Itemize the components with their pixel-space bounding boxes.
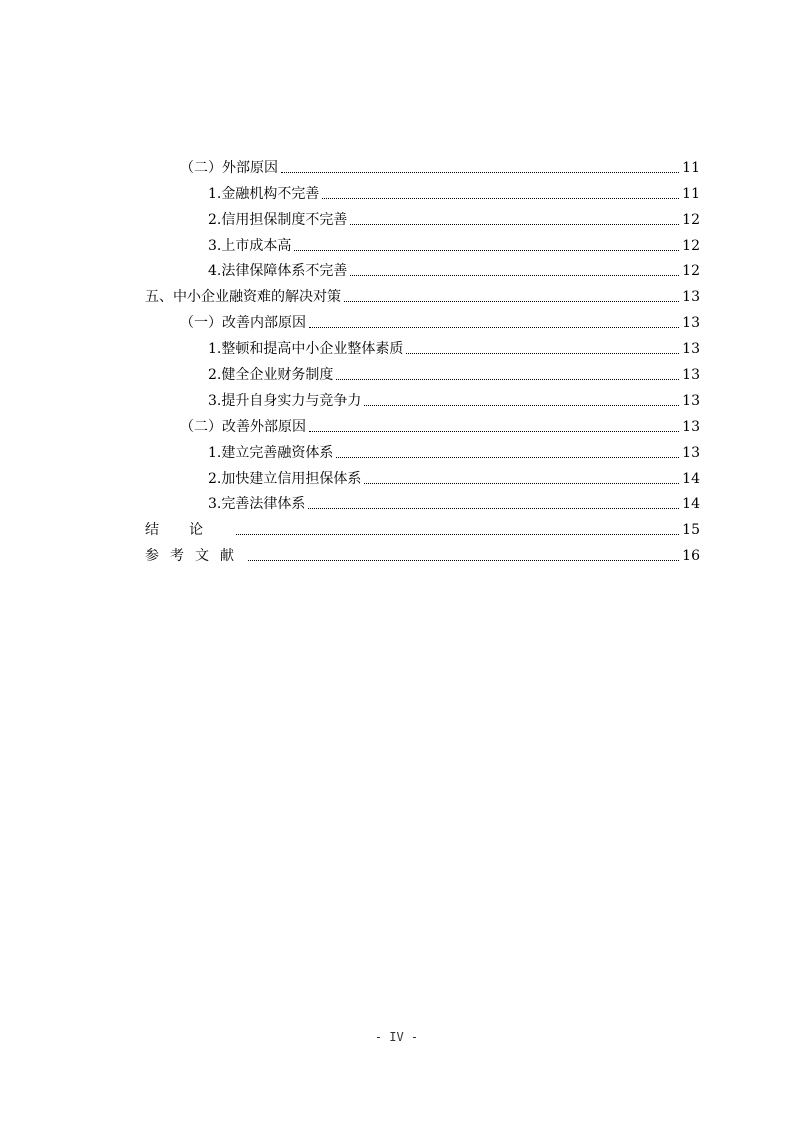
- toc-dot-leader: [344, 301, 679, 302]
- toc-entry[interactable]: [145, 359, 700, 385]
- toc-entry[interactable]: [145, 256, 700, 282]
- toc-entry-page: 12: [682, 211, 700, 228]
- toc-entry-title: 结论: [145, 522, 233, 539]
- toc-entry[interactable]: [145, 307, 700, 333]
- toc-dot-leader: [322, 198, 679, 199]
- toc-entry-page: 12: [682, 237, 700, 254]
- toc-entry-page: 13: [682, 367, 700, 384]
- table-of-contents: [145, 152, 700, 566]
- toc-entry-page: 13: [682, 418, 700, 435]
- toc-entry-page: 12: [682, 263, 700, 280]
- toc-entry-title: 3.完善法律体系: [208, 496, 306, 513]
- toc-entry-page: 11: [682, 159, 700, 176]
- toc-entry[interactable]: [145, 281, 700, 307]
- toc-entry-title: 3.上市成本高: [208, 237, 292, 254]
- toc-entry-title: 2.信用担保制度不完善: [208, 211, 348, 228]
- toc-entry[interactable]: [145, 333, 700, 359]
- toc-entry-page: 16: [682, 548, 700, 565]
- toc-dot-leader: [406, 353, 679, 354]
- toc-dot-leader: [309, 327, 679, 328]
- toc-dot-leader: [336, 379, 679, 380]
- toc-entry-page: 13: [682, 444, 700, 461]
- toc-entry-page: 11: [682, 185, 700, 202]
- toc-entry-title: （二）外部原因: [180, 159, 278, 176]
- toc-entry-title: （一）改善内部原因: [180, 315, 306, 332]
- toc-dot-leader: [350, 224, 679, 225]
- toc-entry-title: 1.整顿和提高中小企业整体素质: [208, 341, 404, 358]
- toc-entry[interactable]: [145, 385, 700, 411]
- toc-entry-title: 3.提升自身实力与竞争力: [208, 392, 362, 409]
- toc-entry[interactable]: [145, 411, 700, 437]
- toc-dot-leader: [364, 405, 679, 406]
- toc-entry-title: 1.金融机构不完善: [208, 185, 320, 202]
- toc-entry-page: 13: [682, 392, 700, 409]
- toc-entry-title: 参考文献: [145, 548, 245, 565]
- toc-entry-title: 2.加快建立信用担保体系: [208, 470, 362, 487]
- toc-dot-leader: [350, 275, 679, 276]
- toc-dot-leader: [294, 250, 679, 251]
- toc-entry-title: 2.健全企业财务制度: [208, 367, 334, 384]
- toc-entry-page: 14: [682, 496, 700, 513]
- toc-entry-page: 13: [682, 341, 700, 358]
- toc-entry[interactable]: [145, 204, 700, 230]
- toc-dot-leader: [336, 457, 679, 458]
- toc-entry[interactable]: [145, 463, 700, 489]
- toc-dot-leader: [364, 483, 679, 484]
- toc-entry-page: 14: [682, 470, 700, 487]
- page-number-footer: - IV -: [374, 1030, 419, 1044]
- toc-entry-title: 1.建立完善融资体系: [208, 444, 334, 461]
- toc-entry[interactable]: [145, 540, 700, 566]
- toc-entry[interactable]: [145, 178, 700, 204]
- toc-entry-title: 五、中小企业融资难的解决对策: [145, 289, 341, 306]
- toc-entry-page: 13: [682, 289, 700, 306]
- toc-dot-leader: [308, 508, 679, 509]
- toc-dot-leader: [248, 560, 679, 561]
- toc-dot-leader: [281, 172, 679, 173]
- toc-entry-title: 4.法律保障体系不完善: [208, 263, 348, 280]
- toc-entry[interactable]: [145, 489, 700, 515]
- toc-entry-page: 13: [682, 315, 700, 332]
- toc-dot-leader: [236, 534, 679, 535]
- toc-entry[interactable]: [145, 437, 700, 463]
- toc-entry-page: 15: [682, 522, 700, 539]
- toc-dot-leader: [309, 431, 679, 432]
- toc-entry[interactable]: [145, 152, 700, 178]
- toc-entry-title: （二）改善外部原因: [180, 418, 306, 435]
- toc-entry[interactable]: [145, 514, 700, 540]
- toc-entry[interactable]: [145, 230, 700, 256]
